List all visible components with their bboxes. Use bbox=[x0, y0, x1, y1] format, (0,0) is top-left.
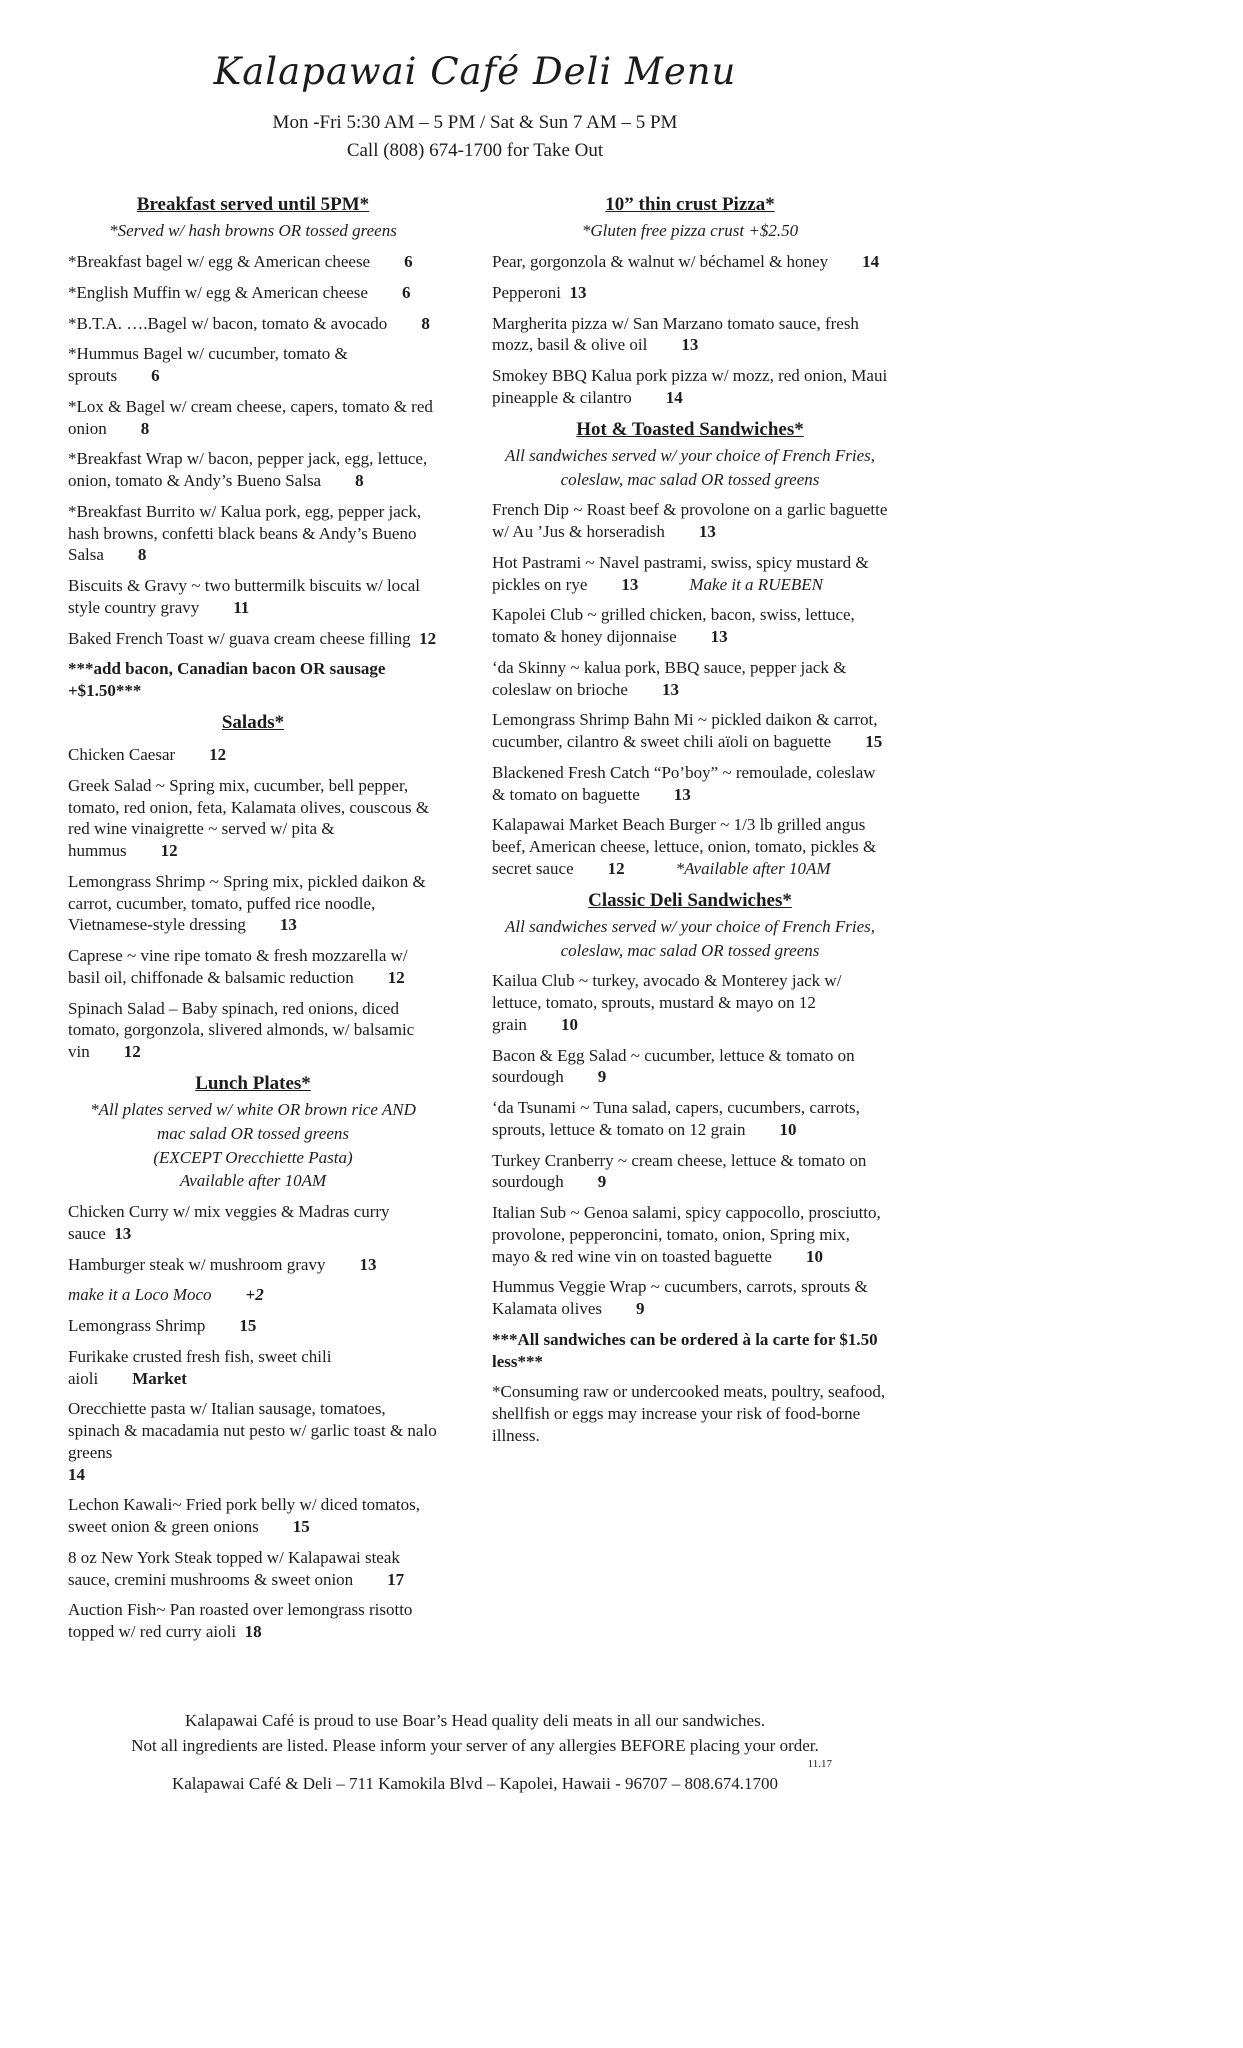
menu-item bbox=[68, 1494, 438, 1538]
item-price: 6 bbox=[401, 282, 411, 302]
item-text: Hamburger steak w/ mushroom gravy bbox=[68, 1254, 326, 1274]
section-note: *Served w/ hash browns OR tossed greens bbox=[109, 221, 397, 241]
menu-item bbox=[68, 1315, 438, 1337]
item-price: +2 bbox=[245, 1285, 264, 1305]
item-price: 12 bbox=[209, 745, 227, 765]
item-price: 6 bbox=[404, 252, 413, 272]
footer-boars-head-line: Kalapawai Café is proud to use Boar’s Head quality deli meats in all our sandwiches. bbox=[185, 1710, 765, 1730]
section-title-breakfast: Breakfast served until 5PM* bbox=[136, 193, 370, 215]
menu-item bbox=[68, 1599, 438, 1643]
menu-item bbox=[492, 313, 888, 357]
menu-item bbox=[68, 501, 438, 566]
menu-item bbox=[492, 762, 888, 806]
item-price: 12 bbox=[160, 841, 178, 861]
section-note: Available after 10AM bbox=[179, 1171, 327, 1191]
menu-item bbox=[68, 1201, 438, 1245]
item-price: 10 bbox=[779, 1119, 797, 1139]
item-text: *Breakfast bagel w/ egg & American cheese bbox=[68, 252, 371, 272]
section-title-pizza: 10” thin crust Pizza* bbox=[605, 193, 775, 215]
section-lunch_plates bbox=[68, 1072, 438, 1643]
menu-item bbox=[492, 282, 888, 304]
menu-item bbox=[68, 871, 438, 936]
item-price: 14 bbox=[665, 387, 683, 407]
item-text: Caprese ~ vine ripe tomato & fresh mozzarella w/ basil oil, chiffonade & balsamic reduction bbox=[68, 946, 408, 987]
menu-item bbox=[68, 343, 438, 387]
footer-address-line: Kalapawai Café & Deli – 711 Kamokila Blvd – Kapolei, Hawaii - 96707 – 808.674.1700 bbox=[171, 1774, 779, 1794]
section-note: *All plates served w/ white OR brown rice AND bbox=[90, 1100, 416, 1120]
item-price: 13 bbox=[359, 1254, 377, 1274]
item-price: 9 bbox=[597, 1172, 607, 1192]
section-note: All sandwiches served w/ your choice of French Fries, bbox=[505, 916, 875, 936]
item-text: Lemongrass Shrimp ~ Spring mix, pickled daikon & carrot, cucumber, tomato, puffed rice noodle, Vietnamese-style dressing bbox=[68, 871, 426, 935]
item-text: *Breakfast Wrap w/ bacon, pepper jack, egg, lettuce, onion, tomato & Andy’s Bueno Salsa bbox=[68, 449, 428, 491]
column-right bbox=[492, 187, 888, 1652]
menu-item bbox=[492, 814, 888, 879]
section-note: mac salad OR tossed greens bbox=[156, 1123, 349, 1143]
menu-item bbox=[492, 604, 888, 648]
menu-item bbox=[68, 1254, 438, 1276]
item-text: Baked French Toast w/ guava cream cheese filling bbox=[68, 628, 411, 648]
menu-item bbox=[492, 1381, 888, 1446]
item-price: 12 bbox=[607, 858, 625, 878]
item-price: 15 bbox=[292, 1517, 310, 1537]
item-text: *Hummus Bagel w/ cucumber, tomato & sprouts bbox=[68, 344, 348, 386]
item-text: Kapolei Club ~ grilled chicken, bacon, swiss, lettuce, tomato & honey dijonnaise bbox=[492, 605, 855, 647]
item-text: Greek Salad ~ Spring mix, cucumber, bell pepper, tomato, red onion, feta, Kalamata olives, couscous & red wine vinaigrette ~ served w/ pita & hummus bbox=[68, 775, 430, 861]
menu-item bbox=[68, 313, 438, 335]
item-price: 10 bbox=[805, 1246, 823, 1266]
item-text: Bacon & Egg Salad ~ cucumber, lettuce & tomato on sourdough bbox=[492, 1045, 855, 1087]
item-price: 9 bbox=[636, 1299, 645, 1319]
item-text: Kailua Club ~ turkey, avocado & Monterey jack w/ lettuce, tomato, sprouts, mustard & mayo on 12 grain bbox=[492, 971, 842, 1034]
item-text: ***add bacon, Canadian bacon OR sausage +$1.50*** bbox=[68, 659, 386, 701]
menu-item bbox=[492, 1276, 888, 1320]
item-price: 17 bbox=[387, 1569, 405, 1589]
item-text: ‘da Tsunami ~ Tuna salad, capers, cucumbers, carrots, sprouts, lettuce & tomato on 12 grain bbox=[492, 1098, 860, 1139]
item-text: Furikake crusted fresh fish, sweet chili aioli bbox=[68, 1346, 332, 1388]
item-text: ‘da Skinny ~ kalua pork, BBQ sauce, pepper jack & coleslaw on brioche bbox=[492, 657, 847, 699]
item-text: make it a Loco Moco bbox=[68, 1285, 212, 1305]
item-price: 14 bbox=[862, 252, 880, 272]
item-price: 15 bbox=[239, 1316, 257, 1336]
menu-item bbox=[68, 1398, 438, 1485]
menu-footer bbox=[0, 1710, 950, 1795]
item-text: *English Muffin w/ egg & American cheese bbox=[68, 282, 368, 302]
menu-item bbox=[68, 575, 438, 619]
section-title-deli_sandwiches: Classic Deli Sandwiches* bbox=[588, 889, 792, 911]
item-text: Lemongrass Shrimp bbox=[68, 1316, 206, 1336]
takeout-phone-line: Call (808) 674-1700 for Take Out bbox=[346, 139, 604, 161]
menu-item bbox=[68, 775, 438, 862]
menu-item bbox=[492, 499, 888, 543]
item-text: Pepperoni bbox=[492, 282, 561, 302]
item-text: Hot Pastrami ~ Navel pastrami, swiss, spicy mustard & pickles on rye bbox=[492, 552, 869, 594]
menu-header bbox=[0, 48, 950, 163]
menu-item bbox=[68, 282, 438, 304]
item-price: Market bbox=[132, 1368, 187, 1388]
footer-allergies-line: Not all ingredients are listed. Please inform your server of any allergies BEFORE placing your order. bbox=[131, 1735, 819, 1755]
menu-item bbox=[492, 552, 888, 596]
menu-item bbox=[492, 709, 888, 753]
section-note: coleslaw, mac salad OR tossed greens bbox=[560, 940, 820, 960]
item-text: Smokey BBQ Kalua pork pizza w/ mozz, red onion, Maui pineapple & cilantro bbox=[492, 366, 888, 407]
section-breakfast bbox=[68, 193, 438, 702]
item-text: Margherita pizza w/ San Marzano tomato sauce, fresh mozz, basil & olive oil bbox=[492, 313, 859, 355]
item-text: *Lox & Bagel w/ cream cheese, capers, tomato & red onion bbox=[68, 396, 433, 438]
section-note: coleslaw, mac salad OR tossed greens bbox=[560, 469, 820, 489]
item-price: 13 bbox=[661, 679, 679, 699]
menu-item bbox=[68, 1547, 438, 1591]
item-price: 10 bbox=[560, 1014, 578, 1034]
item-text: *B.T.A. ….Bagel w/ bacon, tomato & avocado bbox=[68, 313, 388, 333]
item-price: 11 bbox=[233, 597, 250, 617]
item-text: Chicken Caesar bbox=[68, 745, 176, 765]
item-text: *Breakfast Burrito w/ Kalua pork, egg, pepper jack, hash browns, confetti black beans & Andy’s Bueno Salsa bbox=[68, 501, 422, 565]
item-price: 13 bbox=[569, 282, 587, 302]
item-price: 8 bbox=[355, 471, 364, 491]
menu-item bbox=[492, 365, 888, 409]
menu-item bbox=[68, 251, 438, 273]
hours-line: Mon -Fri 5:30 AM – 5 PM / Sat & Sun 7 AM – 5 PM bbox=[272, 112, 678, 134]
section-note: *Gluten free pizza crust +$2.50 bbox=[581, 221, 799, 241]
item-text: Blackened Fresh Catch “Po’boy” ~ remoulade, coleslaw & tomato on baguette bbox=[492, 762, 876, 804]
item-note: *Available after 10AM bbox=[675, 858, 831, 878]
item-note: Make it a RUEBEN bbox=[689, 574, 823, 594]
menu-item bbox=[68, 1346, 438, 1390]
item-text: Orecchiette pasta w/ Italian sausage, tomatoes, spinach & macadamia nut pesto w/ garlic toast & nalo greens bbox=[68, 1399, 437, 1462]
item-price: 9 bbox=[597, 1067, 607, 1087]
item-text: Turkey Cranberry ~ cream cheese, lettuce & tomato on sourdough bbox=[492, 1150, 867, 1192]
item-price: 13 bbox=[681, 335, 699, 355]
section-title-lunch_plates: Lunch Plates* bbox=[195, 1072, 311, 1094]
item-price: 12 bbox=[419, 628, 437, 648]
item-text: Auction Fish~ Pan roasted over lemongrass risotto topped w/ red curry aioli bbox=[68, 1600, 413, 1642]
item-text: Spinach Salad – Baby spinach, red onions, diced tomato, gorgonzola, slivered almonds, w/ balsamic vin bbox=[68, 998, 415, 1062]
item-text: Lechon Kawali~ Fried pork belly w/ diced tomatos, sweet onion & green onions bbox=[68, 1495, 420, 1537]
section-note: All sandwiches served w/ your choice of French Fries, bbox=[505, 445, 875, 465]
section-pizza bbox=[492, 193, 888, 409]
menu-item bbox=[68, 945, 438, 989]
item-price: 6 bbox=[151, 366, 160, 386]
menu-item bbox=[68, 1284, 438, 1306]
item-text: Kalapawai Market Beach Burger ~ 1/3 lb grilled angus beef, American cheese, lettuce, onion, tomato, pickles & secret sauce bbox=[492, 815, 877, 878]
menu-item bbox=[492, 251, 888, 273]
item-price: 12 bbox=[123, 1042, 141, 1062]
menu-item bbox=[492, 657, 888, 701]
item-text: Lemongrass Shrimp Bahn Mi ~ pickled daikon & carrot, cucumber, cilantro & sweet chili aïoli on baguette bbox=[492, 710, 878, 752]
item-text: 8 oz New York Steak topped w/ Kalapawai steak sauce, cremini mushrooms & sweet onion bbox=[68, 1547, 400, 1589]
item-text: Chicken Curry w/ mix veggies & Madras curry sauce bbox=[68, 1202, 390, 1243]
menu-title: Kalapawai Café Deli Menu bbox=[213, 50, 737, 93]
menu-item bbox=[492, 1097, 888, 1141]
item-text: Italian Sub ~ Genoa salami, spicy cappocollo, prosciutto, provolone, pepperoncini, tomato, onion, Spring mix, mayo & red wine vin on toasted baguette bbox=[492, 1203, 881, 1266]
section-salads bbox=[68, 711, 438, 1063]
item-text: *Consuming raw or undercooked meats, poultry, seafood, shellfish or eggs may increase your risk of food-borne illness. bbox=[492, 1382, 886, 1445]
menu-item bbox=[492, 970, 888, 1035]
menu-item bbox=[68, 628, 438, 650]
item-price: 8 bbox=[140, 418, 150, 438]
item-price: 13 bbox=[621, 574, 639, 594]
item-text: Hummus Veggie Wrap ~ cucumbers, carrots, sprouts & Kalamata olives bbox=[492, 1277, 868, 1319]
menu-item bbox=[492, 1150, 888, 1194]
item-price: 13 bbox=[673, 784, 691, 804]
item-price: 13 bbox=[698, 522, 716, 542]
column-left bbox=[68, 187, 438, 1652]
section-deli_sandwiches bbox=[492, 889, 888, 1447]
menu-version: 11.17 bbox=[807, 1758, 832, 1771]
section-title-hot_sandwiches: Hot & Toasted Sandwiches* bbox=[576, 418, 804, 440]
item-price: 15 bbox=[865, 732, 883, 752]
menu-item bbox=[68, 658, 438, 702]
menu-item bbox=[68, 998, 438, 1063]
menu-item bbox=[68, 448, 438, 492]
item-text: ***All sandwiches can be ordered à la carte for $1.50 less*** bbox=[492, 1329, 878, 1371]
item-text: Pear, gorgonzola & walnut w/ béchamel & honey bbox=[492, 252, 829, 272]
menu-columns bbox=[68, 187, 888, 1652]
item-price: 18 bbox=[244, 1622, 262, 1642]
item-price: 12 bbox=[387, 967, 405, 987]
item-price: 13 bbox=[710, 627, 728, 647]
item-text: Biscuits & Gravy ~ two buttermilk biscuits w/ local style country gravy bbox=[68, 576, 420, 617]
menu-item bbox=[68, 396, 438, 440]
section-title-salads: Salads* bbox=[221, 711, 285, 733]
section-hot_sandwiches bbox=[492, 418, 888, 880]
menu-item bbox=[492, 1202, 888, 1267]
item-price: 13 bbox=[114, 1223, 132, 1243]
item-text: French Dip ~ Roast beef & provolone on a garlic baguette w/ Au ’Jus & horseradish bbox=[492, 500, 888, 542]
menu-item bbox=[492, 1045, 888, 1089]
menu-item bbox=[492, 1329, 888, 1373]
item-price: 14 bbox=[68, 1464, 85, 1484]
item-price: 8 bbox=[137, 545, 147, 565]
menu-item bbox=[68, 744, 438, 766]
section-note: (EXCEPT Orecchiette Pasta) bbox=[153, 1147, 353, 1167]
item-price: 13 bbox=[279, 915, 297, 935]
item-price: 8 bbox=[421, 313, 430, 333]
